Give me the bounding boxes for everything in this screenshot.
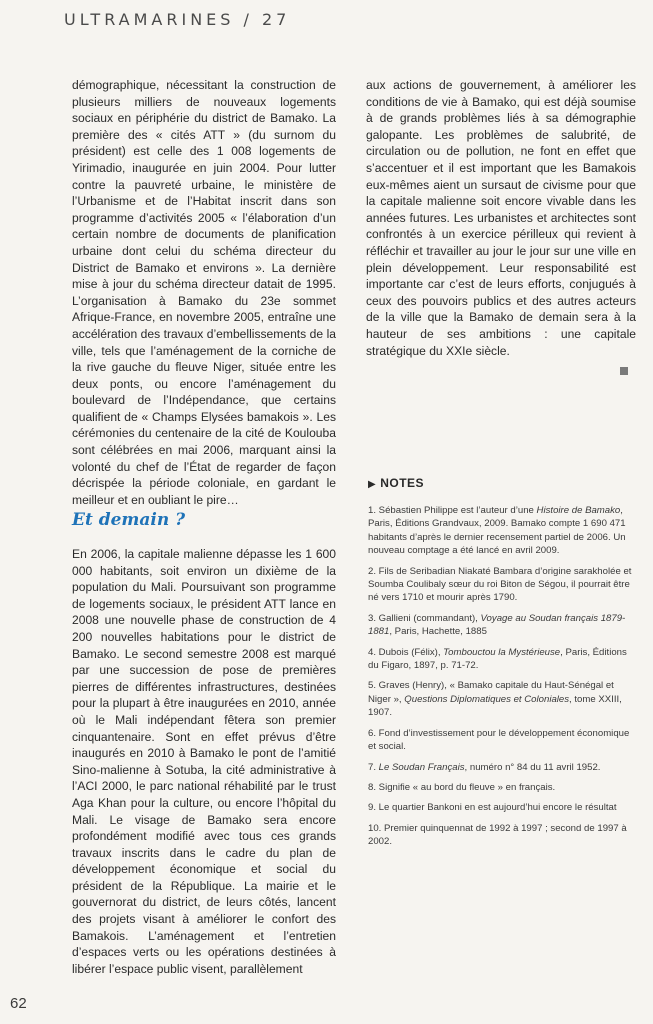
body-paragraph: aux actions de gouvernement, à améliorer les conditions de vie à Bamako, qui est déjà soumise à de grands problèmes liés à sa démographie galopante. Les problèmes de salubrité, de circulation ou de pollution, ne font en effet que s’accentuer et il est important que les Bamakois eux-mêmes aient un sursaut de civisme pour que la capitale malienne soit encore vivable dans les années futures. Les urbanistes et architectes sont confrontés à un exercice périlleux qui revient à réfléchir et travailler au jour le jour sur une ville en plein développement. Leur responsabilité est importante car c’est de leurs efforts, conjugués à ceux des pouvoirs publics et des autres acteurs de la ville que la Bamako de demain sera à la hauteur de ses ambitions : une capitale stratégique du XXIe siècle. <box>366 78 636 358</box>
note-item: 3. Gallieni (commandant), Voyage au Soudan français 1879-1881, Paris, Hachette, 1885 <box>368 612 626 638</box>
right-column <box>366 77 636 359</box>
note-item: 10. Premier quinquennat de 1992 à 1997 ; second de 1997 à 2002. <box>368 822 627 848</box>
notes-list <box>368 504 636 856</box>
end-of-article-square-icon <box>620 367 628 375</box>
left-column <box>72 77 336 508</box>
note-item: 7. Le Soudan Français, numéro n° 84 du 11 avril 1952. <box>368 761 601 773</box>
section-heading: Et demain ? <box>72 510 186 530</box>
body-paragraph: démographique, nécessitant la construction de plusieurs milliers de nouveaux logements sociaux en périphérie du district de Bamako. La première des « cités ATT » (du surnom du président) est celle des 1 008 logements de Yirimadio, inaugurée en juin 2004. Pour lutter contre la pauvreté urbaine, le ministère de l’Urbanisme et de l’Habitat inscrit dans son programme d’activités 2005 « l’élaboration d’un certain nombre de documents de planification urbaine dont celui du schéma directeur du District de Bamako et environs ». La dernière mise à jour du schéma directeur datait de 1995. L’organisation à Bamako du 23e sommet Afrique-France, en novembre 2005, entraîne une accélération des travaux d’embellissements de la ville, tels que l’aménagement de la corniche de la rive gauche du fleuve Niger, située entre les deux ponts, ou encore l’aménagement du boulevard de l’Indépendance, que certains qualifient de « Champs Elysées bamakois ». Les cérémonies du centenaire de la cité de Koulouba sont célébrées en mai 2006, marquant ainsi la volonté du chef de l’État de regarder de façon décrispée la période coloniale, en gardant le meilleur et en oubliant le pire… <box>72 78 336 507</box>
section-body <box>72 546 336 977</box>
page-number: 62 <box>10 995 27 1012</box>
note-item: 6. Fond d’investissement pour le développement économique et social. <box>368 727 630 753</box>
note-item: 4. Dubois (Félix), Tombouctou la Mystérieuse, Paris, Éditions du Figaro, 1897, p. 71-72. <box>368 646 627 672</box>
notes-heading <box>368 476 424 490</box>
notes-heading-label: NOTES <box>380 476 425 490</box>
note-item: 1. Sébastien Philippe est l’auteur d’une Histoire de Bamako, Paris, Éditions Grandvaux, 2009. Bamako compte 1 690 471 habitants d’après le dernier recensement partiel de 2006. Un nouveau comptage a été lancé en avril 2009. <box>368 505 626 557</box>
note-item: 9. Le quartier Bankoni en est aujourd’hui encore le résultat <box>368 802 617 814</box>
triangle-right-icon: ▶ <box>368 479 377 490</box>
note-item: 8. Signifie « au bord du fleuve » en français. <box>368 781 556 793</box>
body-paragraph: En 2006, la capitale malienne dépasse les 1 600 000 habitants, soit environ un dixième de la population du Mali. Poursuivant son programme de logements sociaux, le président ATT lance en 2008 une nouvelle phase de construction de 4 200 nouvelles habitations pour le district de Bamako. Le second semestre 2008 est marqué par une succession de pose de premières pierres de différentes infrastructures, destinées pour la plupart à être inaugurées en 2010, année où le Mali indépendant fêtera son premier cinquantenaire. Sont en effet prévus d’être inaugurés en 2010 à Bamako le pont de l’amitié Sino-malienne à Sotuba, la cité administrative à l’ACI 2000, le parc national réhabilité par le trust Aga Khan pour la culture, ou encore l’hôpital du Mali. Le visage de Bamako sera encore profondément modifié avec tous ces grands travaux inscrits dans le cadre du plan de développement économique et social du président de la République. La mairie et le gouvernorat du district, de leurs côtés, lancent des projets visant à améliorer le confort des Bamakois. L’aménagement et l’entretien d’espaces verts ou les opérations destinées à libérer l’espace public visent, parallèlement <box>72 547 336 976</box>
running-header: ULTRAMARINES / 27 <box>64 10 291 29</box>
note-item: 5. Graves (Henry), « Bamako capitale du Haut-Sénégal et Niger », Questions Diplomatiques et Coloniales, tome XXIII, 1907. <box>368 680 622 719</box>
note-item: 2. Fils de Seribadian Niakaté Bambara d’origine sarakholée et Soumba Coulibaly sœur du roi Biton de Ségou, il pourrait être né vers 1710 et mourir après 1790. <box>368 565 632 604</box>
